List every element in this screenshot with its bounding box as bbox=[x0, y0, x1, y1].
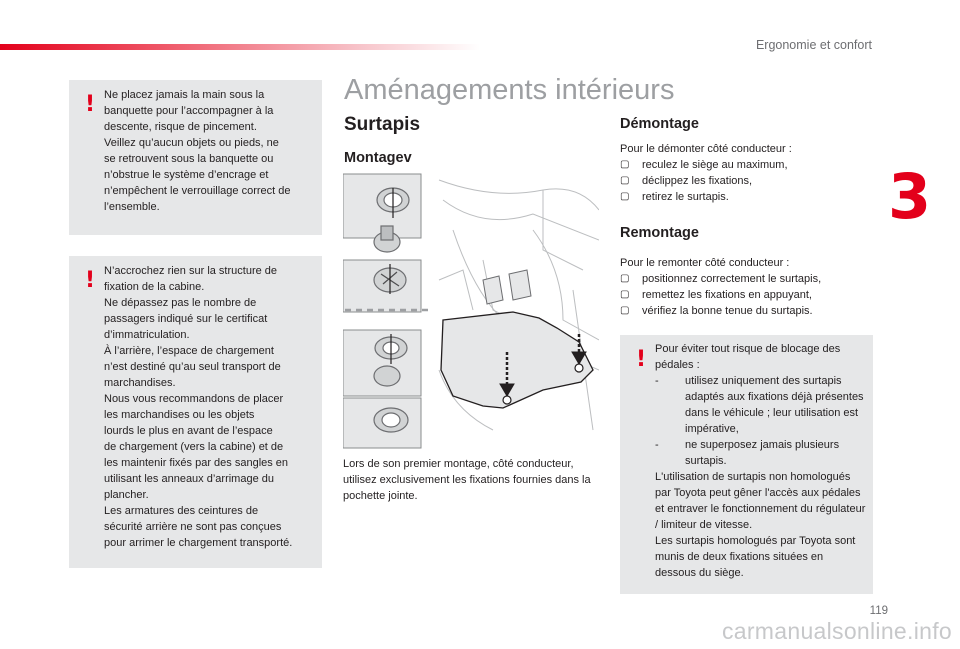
checkbox-bullet-icon: ▢ bbox=[620, 305, 630, 316]
list-item: ▢ positionnez correctement le surtapis, bbox=[620, 273, 822, 285]
removal-section bbox=[620, 141, 880, 205]
header-accent-bar bbox=[0, 44, 480, 50]
floor-mat-illustration bbox=[343, 170, 599, 450]
refitting-steps bbox=[620, 271, 880, 319]
exclamation-icon: ! bbox=[85, 92, 96, 117]
fitting-caption: Lors de son premier montage, côté conducteur, utilisez exclusivement les fixations fournies dans la pochette jointe. bbox=[343, 458, 591, 502]
checkbox-bullet-icon: ▢ bbox=[620, 191, 630, 202]
section-title: Ergonomie et confort bbox=[755, 38, 872, 52]
floor-mat-heading: Surtapis bbox=[344, 114, 421, 135]
fitting-subheading: Montagev bbox=[344, 150, 412, 166]
list-item: ▢ vérifiez la bonne tenue du surtapis. bbox=[620, 305, 813, 317]
page-number: 119 bbox=[869, 605, 888, 617]
list-item: ▢ reculez le siège au maximum, bbox=[620, 159, 788, 171]
floor-mat-shape bbox=[441, 312, 593, 408]
refitting-intro: Pour le remonter côté conducteur : bbox=[620, 257, 790, 269]
removal-intro: Pour le démonter côté conducteur : bbox=[620, 143, 792, 155]
checkbox-bullet-icon: ▢ bbox=[620, 273, 630, 284]
warning-text: N’accrochez rien sur la structure de fixation de la cabine. Ne dépassez pas le nombre de passagers indiqué sur le certificat d’immatriculation. À l’arrière, l’espace de chargement n’est destiné qu’au seul transport de marchandises. Nous vous recommandons de placer les marchandises ou les objets lourds le plus en avant de l’espace de chargement (vers la cabine) et de les maintenir fixés par des sangles en utilisant les anneaux d’arrimage du plancher. Les armatures des ceintures de sécurité arrière ne sont pas conçues pour arrimer le chargement transporté. bbox=[104, 265, 293, 549]
list-item: ▢ déclippez les fixations, bbox=[620, 175, 753, 187]
list-item: ▢ remettez les fixations en appuyant, bbox=[620, 289, 812, 301]
warning-box-cargo bbox=[69, 256, 322, 568]
warning-text bbox=[655, 341, 867, 581]
list-item: - ne superposez jamais plusieurs surtapis. bbox=[655, 439, 840, 467]
exclamation-icon: ! bbox=[85, 268, 96, 293]
list-item: - utilisez uniquement des surtapis adaptés aux fixations déjà présentes dans le véhicule ; leur utilisation est impérative, bbox=[655, 375, 864, 435]
exclamation-icon: ! bbox=[636, 347, 647, 372]
chapter-number: 3 bbox=[888, 160, 930, 233]
warning-box-hand bbox=[69, 80, 322, 235]
warning-list bbox=[655, 373, 867, 469]
refitting-heading: Remontage bbox=[620, 225, 699, 241]
checkbox-bullet-icon: ▢ bbox=[620, 289, 630, 300]
removal-steps bbox=[620, 157, 880, 205]
warning-intro: Pour éviter tout risque de blocage des pédales : bbox=[655, 343, 841, 371]
checkbox-bullet-icon: ▢ bbox=[620, 159, 630, 170]
removal-heading: Démontage bbox=[620, 116, 699, 132]
refitting-section bbox=[620, 255, 880, 319]
checkbox-bullet-icon: ▢ bbox=[620, 175, 630, 186]
watermark-text: carmanualsonline.info bbox=[721, 618, 952, 644]
warning-outro: L'utilisation de surtapis non homologués par Toyota peut gêner l'accès aux pédales et entraver le fonctionnement du régulateur / limiteur de vitesse. Les surtapis homologués par Toyota sont munis de deux fixations situées en dessous du siège. bbox=[655, 471, 866, 579]
page-title: Aménagements intérieurs bbox=[344, 74, 675, 106]
warning-text: Ne placez jamais la main sous la banquette pour l’accompagner à la descente, risque de pincement. Veillez qu’aucun objets ou pieds, ne se retrouvent sous la banquette ou n’obstrue le système d’encrage et n’empêchent le verrouillage correct de l’ensemble. bbox=[104, 89, 291, 213]
warning-box-pedals bbox=[620, 335, 873, 594]
list-item: ▢ retirez le surtapis. bbox=[620, 191, 729, 203]
